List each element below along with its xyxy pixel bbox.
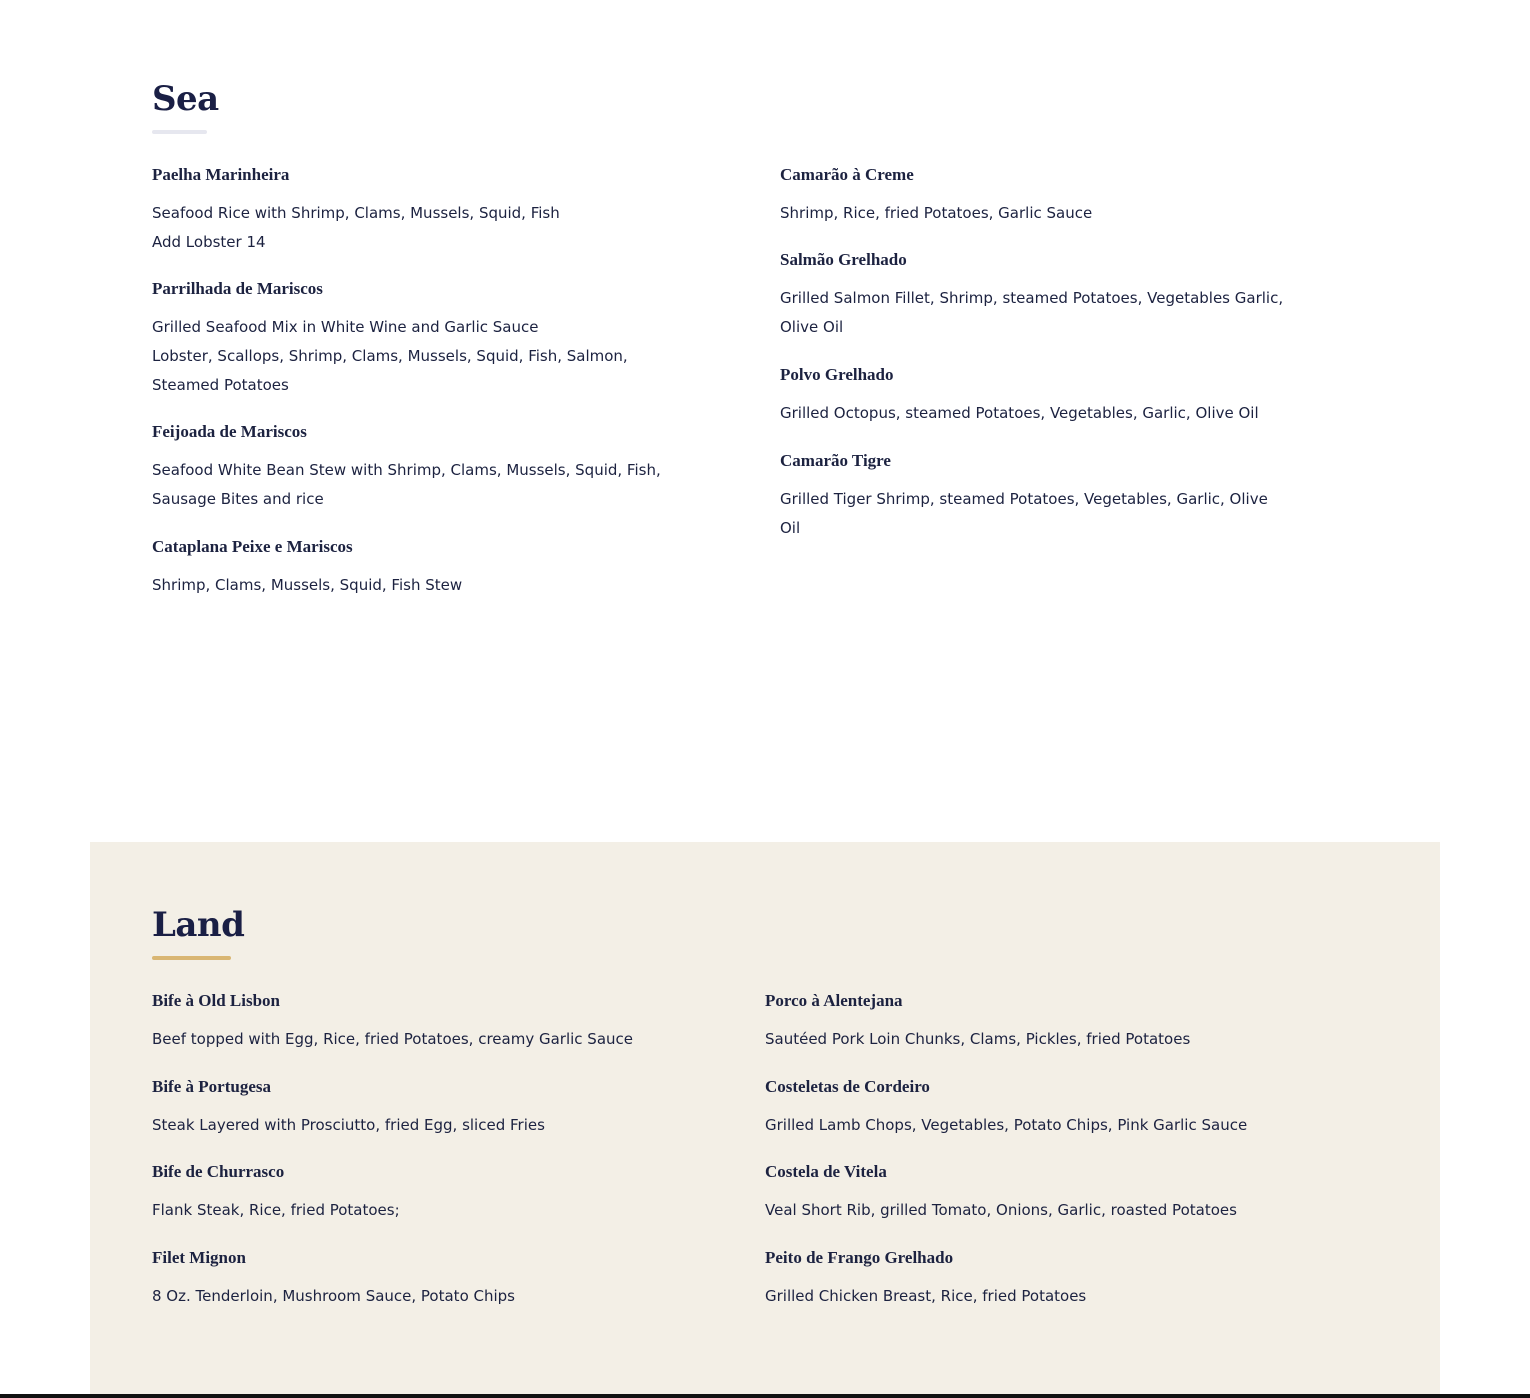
menu-item-description: [765, 1111, 1365, 1140]
menu-item: [765, 991, 1365, 1054]
menu-item-name: Polvo Grelhado: [780, 365, 894, 384]
menu-item-description-line: Grilled Seafood Mix in White Wine and Garlic Sauce: [152, 318, 539, 336]
menu-item-description-line: Veal Short Rib, grilled Tomato, Onions, Garlic, roasted Potatoes: [765, 1201, 1237, 1219]
menu-item-description-line: 8 Oz. Tenderloin, Mushroom Sauce, Potato Chips: [152, 1287, 515, 1305]
menu-item-description-line: Shrimp, Clams, Mussels, Squid, Fish Stew: [152, 576, 463, 594]
menu-item-description-line: Beef topped with Egg, Rice, fried Potatoes, creamy Garlic Sauce: [152, 1030, 633, 1048]
menu-item-description-line: Steamed Potatoes: [152, 376, 289, 394]
menu-item-description-line: Sautéed Pork Loin Chunks, Clams, Pickles, fried Potatoes: [765, 1030, 1191, 1048]
menu-item: [152, 422, 712, 514]
menu-item-description: [780, 485, 1340, 543]
menu-item-name: Bife de Churrasco: [152, 1162, 285, 1181]
land-title: Land: [152, 905, 245, 945]
menu-item-description-line: Olive Oil: [780, 318, 844, 336]
menu-item-description: [152, 199, 712, 257]
menu-item-name: Salmão Grelhado: [780, 250, 907, 269]
menu-item: [152, 279, 712, 400]
sea-title-underline: [152, 130, 207, 134]
menu-item-name: Camarão Tigre: [780, 451, 891, 470]
menu-item-description: [152, 1111, 752, 1140]
menu-item-description-line: Flank Steak, Rice, fried Potatoes;: [152, 1201, 400, 1219]
menu-item: [152, 991, 752, 1054]
menu-item-description-line: Seafood White Bean Stew with Shrimp, Clams, Mussels, Squid, Fish,: [152, 461, 661, 479]
menu-item-description-line: Grilled Lamb Chops, Vegetables, Potato Chips, Pink Garlic Sauce: [765, 1116, 1248, 1134]
menu-item-description-line: Add Lobster 14: [152, 233, 266, 251]
menu-item: [152, 165, 712, 257]
menu-item-description-line: Steak Layered with Prosciutto, fried Egg, sliced Fries: [152, 1116, 545, 1134]
menu-item-description: [765, 1025, 1365, 1054]
menu-item-name: Peito de Frango Grelhado: [765, 1248, 954, 1267]
menu-item-description-line: Grilled Octopus, steamed Potatoes, Vegetables, Garlic, Olive Oil: [780, 404, 1259, 422]
menu-item: [152, 537, 712, 600]
menu-item-name: Feijoada de Mariscos: [152, 422, 307, 441]
land-title-block: [152, 905, 244, 960]
menu-item-description: [765, 1196, 1365, 1225]
menu-item-description-line: Oil: [780, 519, 801, 537]
menu-item: [780, 165, 1340, 228]
menu-item-description: [780, 284, 1340, 342]
menu-item-description: [152, 1025, 752, 1054]
land-title-underline: [152, 956, 231, 960]
menu-item-description-line: Seafood Rice with Shrimp, Clams, Mussels, Squid, Fish: [152, 204, 560, 222]
menu-item-description: [765, 1282, 1365, 1311]
land-section: [90, 842, 1440, 1398]
menu-item-description-line: Grilled Tiger Shrimp, steamed Potatoes, Vegetables, Garlic, Olive: [780, 490, 1268, 508]
menu-item-name: Bife à Portugesa: [152, 1077, 271, 1096]
menu-item-name: Costela de Vitela: [765, 1162, 887, 1181]
menu-item-description: [152, 571, 712, 600]
menu-item-description: [780, 199, 1340, 228]
menu-item: [765, 1077, 1365, 1140]
menu-item-description-line: Lobster, Scallops, Shrimp, Clams, Mussels, Squid, Fish, Salmon,: [152, 347, 628, 365]
menu-item-description-line: Grilled Chicken Breast, Rice, fried Potatoes: [765, 1287, 1087, 1305]
menu-item-name: Camarão à Creme: [780, 165, 914, 184]
menu-item-description-line: Sausage Bites and rice: [152, 490, 324, 508]
menu-item: [765, 1248, 1365, 1311]
menu-item-name: Cataplana Peixe e Mariscos: [152, 537, 353, 556]
menu-item: [780, 451, 1340, 543]
menu-item-name: Porco à Alentejana: [765, 991, 903, 1010]
menu-item-description-line: Grilled Salmon Fillet, Shrimp, steamed Potatoes, Vegetables Garlic,: [780, 289, 1284, 307]
menu-item: [152, 1077, 752, 1140]
sea-title: Sea: [152, 79, 219, 119]
menu-item-name: Paelha Marinheira: [152, 165, 290, 184]
menu-item-description: [152, 313, 712, 400]
bottom-border: [0, 1394, 1530, 1398]
menu-item: [765, 1162, 1365, 1225]
menu-item-description: [780, 399, 1340, 428]
menu-item-name: Filet Mignon: [152, 1248, 246, 1267]
menu-item: [152, 1248, 752, 1311]
menu-item-name: Parrilhada de Mariscos: [152, 279, 323, 298]
menu-item-description: [152, 456, 712, 514]
menu-item-description: [152, 1282, 752, 1311]
menu-item-description-line: Shrimp, Rice, fried Potatoes, Garlic Sauce: [780, 204, 1093, 222]
menu-item-name: Costeletas de Cordeiro: [765, 1077, 930, 1096]
sea-title-block: [152, 79, 219, 134]
menu-item: [780, 250, 1340, 342]
menu-item-name: Bife à Old Lisbon: [152, 991, 281, 1010]
menu-item-description: [152, 1196, 752, 1225]
menu-item: [152, 1162, 752, 1225]
menu-item: [780, 365, 1340, 428]
